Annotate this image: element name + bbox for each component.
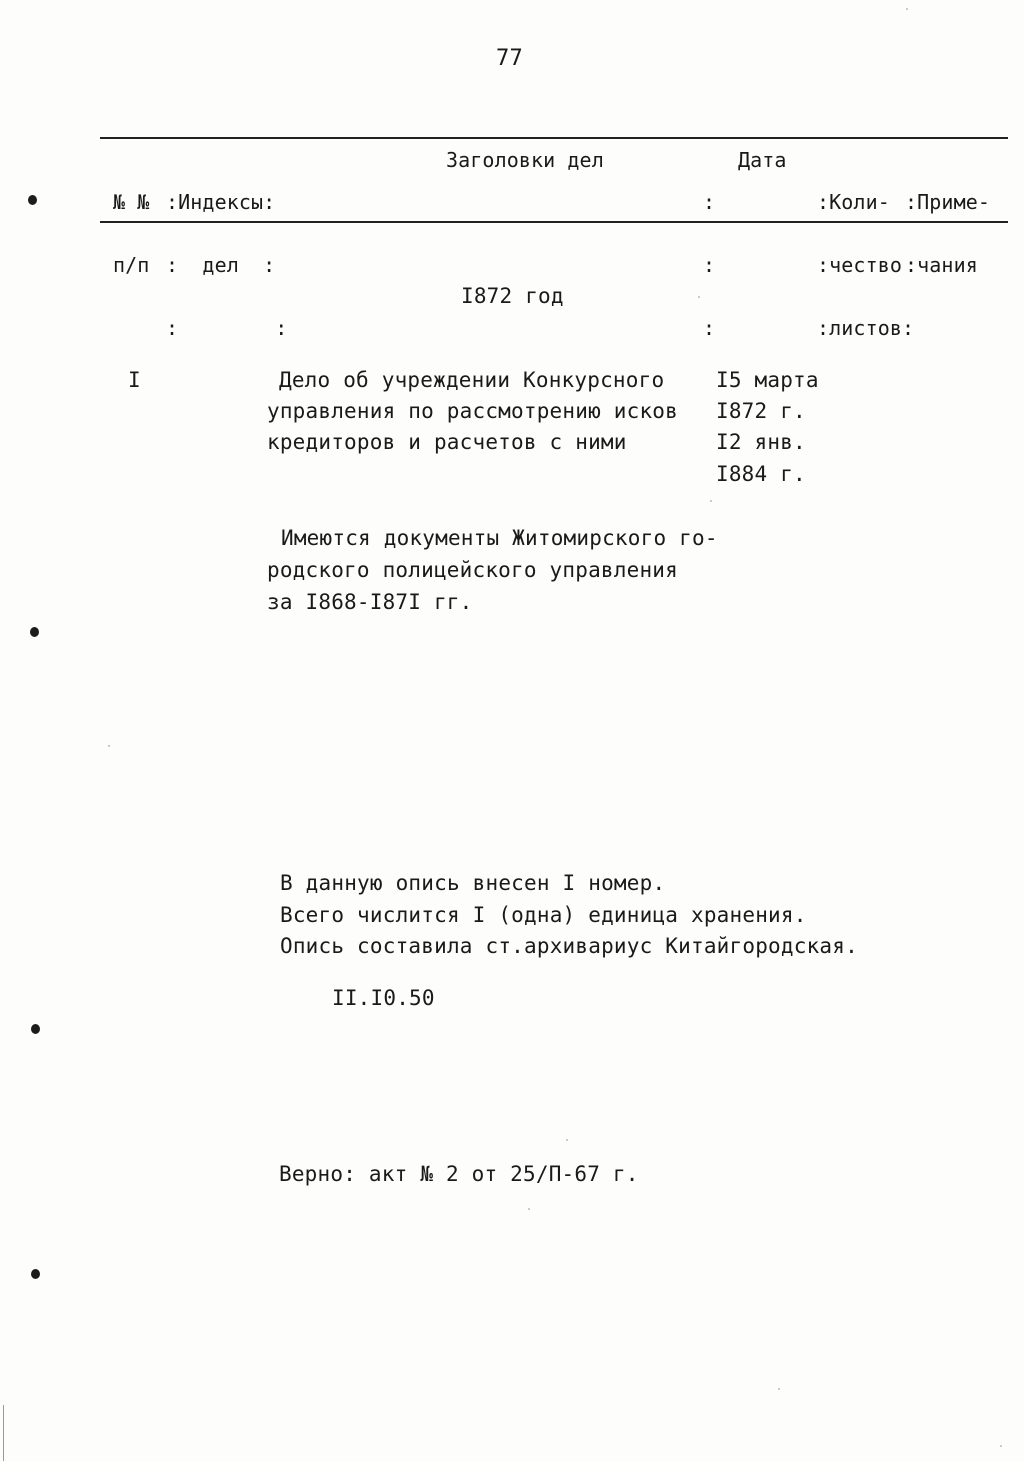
header-col-quantity-line: :Коли- (817, 190, 890, 214)
binder-hole (28, 195, 37, 205)
certification-line: Верно: акт № 2 от 25/П-67 г. (279, 1162, 639, 1186)
entry-date-line: I884 г. (716, 462, 806, 486)
scan-speck (108, 745, 110, 747)
scan-edge-line (3, 1405, 4, 1461)
scan-speck (906, 8, 908, 10)
header-col-notes-line: :Приме- (905, 190, 990, 214)
header-separator-line: : (703, 190, 716, 214)
entry-date-line: I2 янв. (716, 430, 806, 454)
entry-number: I (128, 368, 141, 392)
entry-date-line: I872 г. (716, 399, 806, 423)
header-col-notes-line: :чания (905, 253, 978, 277)
header-col-index-line: : : (166, 316, 288, 340)
header-col-quantity-line: :чество (817, 253, 902, 277)
binder-hole (30, 627, 39, 637)
scan-speck (778, 1388, 780, 1390)
scan-speck (566, 1139, 568, 1141)
entry-title-line: Дело об учреждении Конкурсного (279, 368, 665, 392)
page-number: 77 (496, 46, 523, 71)
binder-hole (31, 1269, 40, 1279)
header-col-index-line: :Индексы: (166, 190, 276, 214)
entry-date-line: I5 марта (716, 368, 819, 392)
header-col-title: Заголовки дел (446, 148, 604, 172)
header-col-number-line: п/п (113, 253, 150, 277)
header-col-quantity (817, 150, 914, 381)
header-col-index (166, 150, 287, 381)
header-separator-line: : (703, 316, 716, 340)
binder-hole (31, 1024, 40, 1034)
entry-title-line: кредиторов и расчетов с ними (267, 430, 627, 454)
header-col-date: Дата (738, 148, 787, 172)
scan-speck (698, 296, 700, 298)
entry-note-line: родского полицейского управления (267, 558, 678, 582)
summary-line: В данную опись внесен I номер. (280, 871, 666, 895)
year-heading: I872 год (461, 284, 564, 308)
header-col-index-line: : дел : (166, 253, 276, 277)
scan-speck (1000, 1445, 1002, 1447)
header-separator-line: : (703, 253, 716, 277)
summary-date: II.I0.50 (332, 986, 435, 1010)
summary-line: Всего числится I (одна) единица хранения. (280, 903, 807, 927)
summary-line: Опись составила ст.архивариус Китайгородская. (280, 934, 858, 958)
entry-note-line: за I868-I87I гг. (267, 590, 473, 614)
entry-note-line: Имеются документы Житомирского го- (281, 526, 718, 550)
header-col-number-line: № № (113, 190, 150, 214)
header-col-notes (905, 150, 990, 318)
entry-title-line: управления по рассмотрению исков (267, 399, 678, 423)
header-col-quantity-line: :листов: (817, 316, 915, 340)
header-col-title-separator (703, 150, 776, 381)
table-header-top-rule (100, 137, 1008, 139)
scan-speck (528, 1208, 530, 1210)
scan-speck (710, 500, 712, 502)
